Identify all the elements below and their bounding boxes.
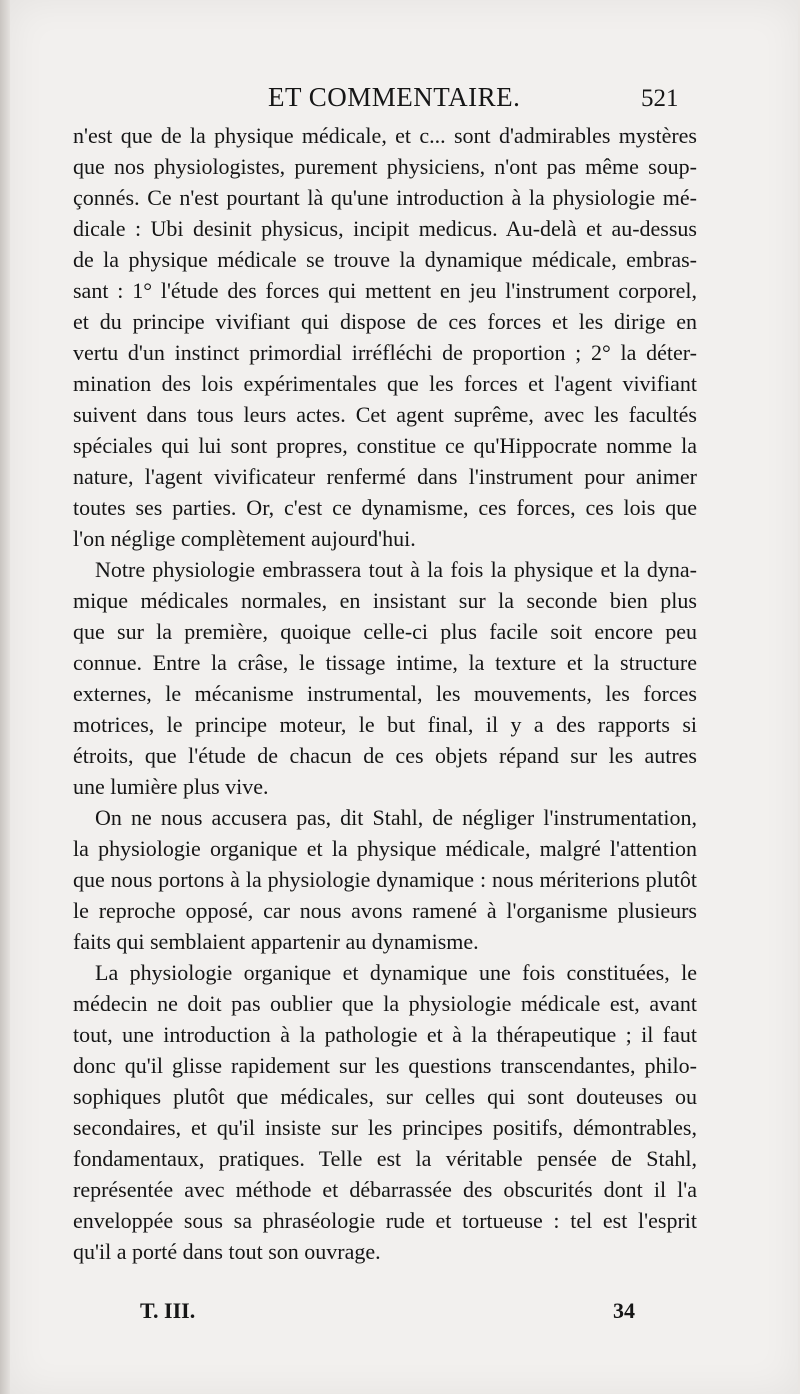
text-line: nature, l'agent vivificateur renfermé dans l'instrument pour animer <box>73 464 697 489</box>
text-line: donc qu'il glisse rapidement sur les questions transcendantes, philo- <box>73 1053 697 1078</box>
sheet-number: 34 <box>613 1298 635 1323</box>
text-line: dicale : Ubi desinit physicus, incipit medicus. Au-delà et au-dessus <box>73 216 697 241</box>
volume-signature: T. III. <box>140 1298 196 1323</box>
text-line: faits qui semblaient appartenir au dynamisme. <box>73 929 479 954</box>
text-line: et du principe vivifiant qui dispose de ces forces et les dirige en <box>73 309 697 334</box>
running-title: ET COMMENTAIRE. <box>268 82 521 112</box>
text-line: Notre physiologie embrassera tout à la fois la physique et la dyna- <box>95 557 697 582</box>
text-line: mique médicales normales, en insistant sur la seconde bien plus <box>73 588 697 613</box>
text-line: motrices, le principe moteur, le but final, il y a des rapports si <box>73 712 697 737</box>
text-line: connue. Entre la crâse, le tissage intime, la texture et la structure <box>73 650 697 675</box>
text-line: On ne nous accusera pas, dit Stahl, de négliger l'instrumentation, <box>95 805 697 830</box>
text-line: médecin ne doit pas oublier que la physiologie médicale est, avant <box>73 991 697 1016</box>
text-line: la physiologie organique et la physique médicale, malgré l'attention <box>73 836 697 861</box>
text-line: secondaires, et qu'il insiste sur les principes positifs, démontrables, <box>73 1115 697 1140</box>
text-line: étroits, que l'étude de chacun de ces objets répand sur les autres <box>73 743 697 768</box>
text-line: l'on néglige complètement aujourd'hui. <box>73 526 416 551</box>
page-gutter-edge <box>0 0 10 1394</box>
text-line: que sur la première, quoique celle-ci plus facile soit encore peu <box>73 619 697 644</box>
text-line: sophiques plutôt que médicales, sur celles qui sont douteuses ou <box>73 1084 697 1109</box>
text-line: fondamentaux, pratiques. Telle est la véritable pensée de Stahl, <box>73 1146 697 1171</box>
text-line: de la physique médicale se trouve la dynamique médicale, embras- <box>73 247 697 272</box>
text-line: enveloppée sous sa phraséologie rude et tortueuse : tel est l'esprit <box>73 1208 697 1233</box>
running-head <box>0 80 800 120</box>
text-line: externes, le mécanisme instrumental, les mouvements, les forces <box>73 681 697 706</box>
text-line: mination des lois expérimentales que les forces et l'agent vivifiant <box>73 371 697 396</box>
text-line: çonnés. Ce n'est pourtant là qu'une introduction à la physiologie mé- <box>73 185 697 210</box>
text-line: qu'il a porté dans tout son ouvrage. <box>73 1239 381 1264</box>
text-line: suivent dans tous leurs actes. Cet agent suprême, avec les facultés <box>73 402 697 427</box>
text-line: spéciales qui lui sont propres, constitue ce qu'Hippocrate nomme la <box>73 433 697 458</box>
page-footer <box>0 1296 800 1330</box>
text-line: n'est que de la physique médicale, et c... sont d'admirables mystères <box>73 123 697 148</box>
text-line: une lumière plus vive. <box>73 774 269 799</box>
body-text <box>73 120 697 1267</box>
text-line: représentée avec méthode et débarrassée des obscurités dont il l'a <box>73 1177 697 1202</box>
text-line: que nous portons à la physiologie dynamique : nous mériterions plutôt <box>73 867 697 892</box>
text-line: que nos physiologistes, purement physiciens, n'ont pas même soup- <box>73 154 697 179</box>
text-line: vertu d'un instinct primordial irréfléchi de proportion ; 2° la déter- <box>73 340 697 365</box>
text-line: La physiologie organique et dynamique une fois constituées, le <box>95 960 697 985</box>
text-line: le reproche opposé, car nous avons ramené à l'organisme plusieurs <box>73 898 697 923</box>
page-number: 521 <box>641 85 679 112</box>
text-line: tout, une introduction à la pathologie et à la thérapeutique ; il faut <box>73 1022 697 1047</box>
text-line: sant : 1° l'étude des forces qui mettent en jeu l'instrument corporel, <box>73 278 697 303</box>
text-line: toutes ses parties. Or, c'est ce dynamisme, ces forces, ces lois que <box>73 495 697 520</box>
